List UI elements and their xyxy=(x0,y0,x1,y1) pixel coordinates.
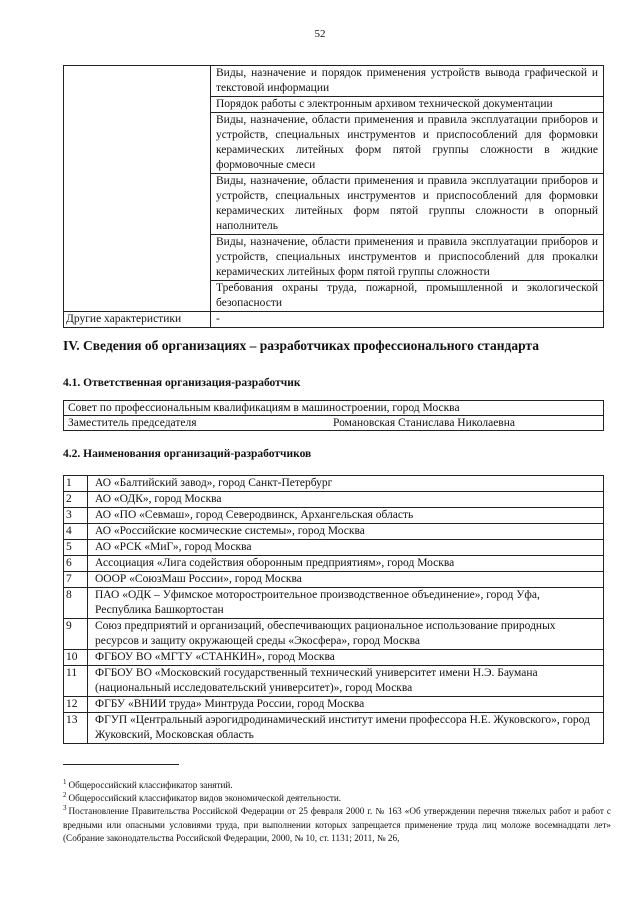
row-number: 5 xyxy=(64,540,88,556)
org-name: ФГУП «Центральный аэрогидродинамический институт имени профессора Н.Е. Жуковского», город Жуковский, Московская область xyxy=(88,713,604,744)
skills-table xyxy=(63,65,604,328)
org-name: АО «Балтийский завод», город Санкт-Петербург xyxy=(88,476,604,492)
footnote-text: Общероссийский классификатор занятий. xyxy=(68,780,233,790)
table-row xyxy=(64,666,604,697)
table-cell: Виды, назначение, области применения и правила эксплуатации приборов и устройств, специальных инструментов и приспособлений для формовки керамических литейных форм пятой группы сложности в жидкие формовочные смеси xyxy=(211,113,604,174)
responsible-person-cell xyxy=(64,416,604,431)
table-cell-empty xyxy=(64,66,211,312)
table-row xyxy=(64,492,604,508)
table-row xyxy=(64,572,604,588)
footnote xyxy=(63,792,611,805)
other-characteristics-value: - xyxy=(211,312,604,328)
table-row xyxy=(64,588,604,619)
row-number: 10 xyxy=(64,650,88,666)
table-row xyxy=(64,556,604,572)
other-characteristics-label: Другие характеристики xyxy=(64,312,211,328)
responsible-org-table xyxy=(63,400,604,431)
table-row xyxy=(64,66,604,97)
footnote-text: Общероссийский классификатор видов экономической деятельности. xyxy=(68,793,342,804)
table-cell: Требования охраны труда, пожарной, промышленной и экологической безопасности xyxy=(211,281,604,312)
table-row xyxy=(64,697,604,713)
org-name: АО «РСК «МиГ», город Москва xyxy=(88,540,604,556)
table-row xyxy=(64,650,604,666)
row-number: 9 xyxy=(64,619,88,650)
footnote-mark: 3 xyxy=(63,804,67,813)
org-name: Ассоциация «Лига содействия оборонным предприятиям», город Москва xyxy=(88,556,604,572)
footnotes xyxy=(63,779,611,845)
org-name: АО «ПО «Севмаш», город Северодвинск, Архангельская область xyxy=(88,508,604,524)
row-number: 6 xyxy=(64,556,88,572)
table-cell: Виды, назначение, области применения и правила эксплуатации приборов и устройств, специальных инструментов и приспособлений для формовки керамических литейных форм пятой группы сложности в опорный наполнитель xyxy=(211,174,604,235)
row-number: 4 xyxy=(64,524,88,540)
table-row xyxy=(64,401,604,416)
footnote-mark: 2 xyxy=(63,791,67,800)
section-title: IV. Сведения об организациях – разработчиках профессионального стандарта xyxy=(63,338,539,353)
subsection-title-developers: 4.2. Наименования организаций-разработчиков xyxy=(63,448,312,460)
org-name: Союз предприятий и организаций, обеспечивающих рациональное использование природных ресурсов и защиту окружающей среды «Экосфера», город Москва xyxy=(88,619,604,650)
table-cell: Порядок работы с электронным архивом технической документации xyxy=(211,97,604,113)
org-name: АО «ОДК», город Москва xyxy=(88,492,604,508)
row-number: 8 xyxy=(64,588,88,619)
row-number: 11 xyxy=(64,666,88,697)
org-name: АО «Российские космические системы», город Москва xyxy=(88,524,604,540)
table-row xyxy=(64,713,604,744)
table-row xyxy=(64,416,604,431)
row-number: 12 xyxy=(64,697,88,713)
table-row xyxy=(64,524,604,540)
footnote-text: Постановление Правительства Российской Федерации от 25 февраля 2000 г. № 163 «Об утверждении перечня тяжелых работ и работ с вредными или опасными условиями труда, при выполнении которых запрещается применение труда лиц моложе восемнадцати лет» (Собрание законодательства Российской Федерации, 2000, № 10, ст. 1131; 2011, № 26, xyxy=(63,806,611,843)
footnote xyxy=(63,779,611,792)
developer-orgs-table xyxy=(63,475,604,744)
table-row xyxy=(64,508,604,524)
row-number: 1 xyxy=(64,476,88,492)
table-row xyxy=(64,476,604,492)
row-number: 2 xyxy=(64,492,88,508)
responsible-org-name: Совет по профессиональным квалификациям в машиностроении, город Москва xyxy=(64,401,604,416)
page-number: 52 xyxy=(314,28,326,40)
responsible-person-name: Романовская Станислава Николаевна xyxy=(333,417,515,429)
table-row xyxy=(64,619,604,650)
org-name: ОООР «СоюзМаш России», город Москва xyxy=(88,572,604,588)
org-name: ФГБОУ ВО «Московский государственный технический университет имени Н.Э. Баумана (национальный исследовательский университет)», город Москва xyxy=(88,666,604,697)
table-row-other xyxy=(64,312,604,328)
footnote xyxy=(63,805,611,845)
footnote-mark: 1 xyxy=(63,777,67,786)
row-number: 7 xyxy=(64,572,88,588)
table-row xyxy=(64,540,604,556)
footnote-divider xyxy=(63,764,179,765)
row-number: 13 xyxy=(64,713,88,744)
responsible-position: Заместитель председателя xyxy=(68,417,197,429)
org-name: ПАО «ОДК – Уфимское моторостроительное производственное объединение», город Уфа, Республика Башкортостан xyxy=(88,588,604,619)
row-number: 3 xyxy=(64,508,88,524)
subsection-title-responsible: 4.1. Ответственная организация-разработчик xyxy=(63,377,301,389)
table-cell: Виды, назначение и порядок применения устройств вывода графической и текстовой информации xyxy=(211,66,604,97)
org-name: ФГБУ «ВНИИ труда» Минтруда России, город Москва xyxy=(88,697,604,713)
org-name: ФГБОУ ВО «МГТУ «СТАНКИН», город Москва xyxy=(88,650,604,666)
table-cell: Виды, назначение, области применения и правила эксплуатации приборов и устройств, специальных инструментов и приспособлений для прокалки керамических литейных форм пятой группы сложности xyxy=(211,235,604,281)
